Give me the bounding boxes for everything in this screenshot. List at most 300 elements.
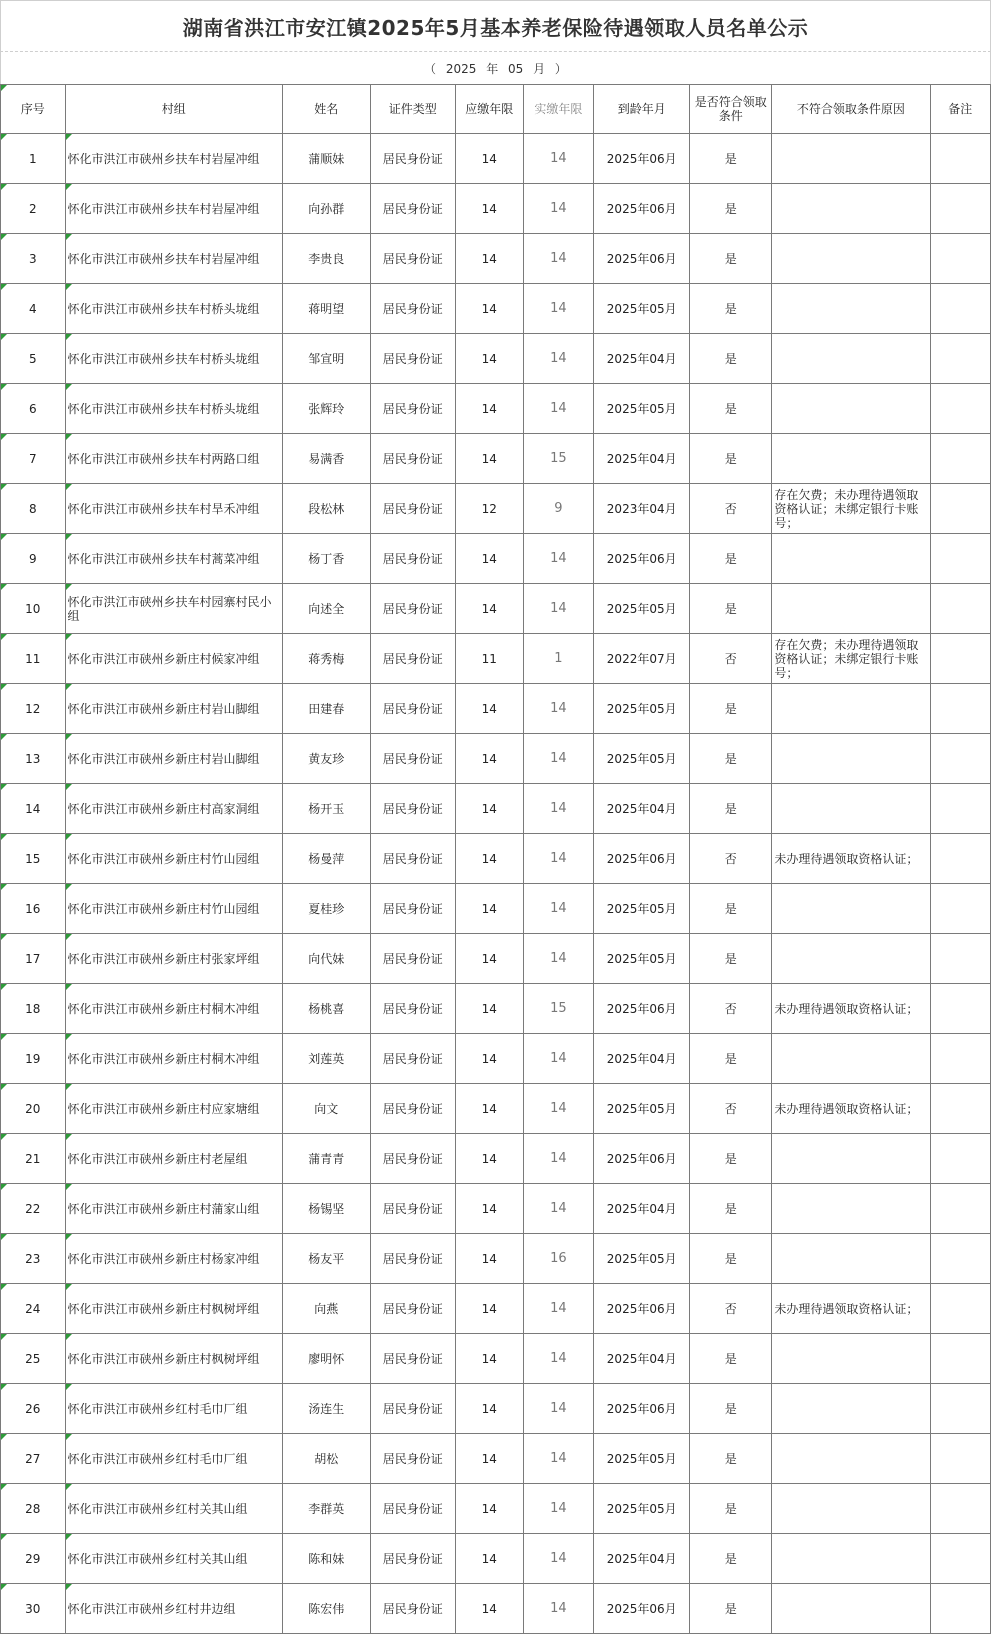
row-index: 11 bbox=[1, 634, 66, 684]
row-required-years: 14 bbox=[455, 734, 523, 784]
table-row bbox=[1, 1134, 991, 1184]
row-index: 14 bbox=[1, 784, 66, 834]
row-paid-years: 1 bbox=[523, 634, 594, 684]
row-age-date: 2025年05月 bbox=[594, 884, 690, 934]
row-name: 易满香 bbox=[283, 434, 370, 484]
row-reason bbox=[772, 1384, 930, 1434]
row-name: 刘莲英 bbox=[283, 1034, 370, 1084]
row-name: 蒋明望 bbox=[283, 284, 370, 334]
row-age-date: 2023年04月 bbox=[594, 484, 690, 534]
row-index: 25 bbox=[1, 1334, 66, 1384]
row-village: 怀化市洪江市硖州乡新庄村杨家冲组 bbox=[65, 1234, 283, 1284]
table-row bbox=[1, 484, 991, 534]
row-note bbox=[930, 734, 990, 784]
table-row bbox=[1, 934, 991, 984]
row-age-date: 2025年05月 bbox=[594, 284, 690, 334]
row-eligible: 否 bbox=[690, 634, 772, 684]
table-row bbox=[1, 1284, 991, 1334]
row-note bbox=[930, 634, 990, 684]
row-required-years: 14 bbox=[455, 334, 523, 384]
row-note bbox=[930, 134, 990, 184]
row-age-date: 2025年06月 bbox=[594, 1384, 690, 1434]
row-id-type: 居民身份证 bbox=[370, 1284, 455, 1334]
page-title: 湖南省洪江市安江镇2025年5月基本养老保险待遇领取人员名单公示 bbox=[182, 15, 809, 40]
title-row bbox=[0, 0, 991, 52]
row-id-type: 居民身份证 bbox=[370, 484, 455, 534]
row-eligible: 是 bbox=[690, 384, 772, 434]
row-id-type: 居民身份证 bbox=[370, 334, 455, 384]
row-name: 杨锡坚 bbox=[283, 1184, 370, 1234]
table-row bbox=[1, 434, 991, 484]
row-required-years: 14 bbox=[455, 1384, 523, 1434]
row-index: 4 bbox=[1, 284, 66, 334]
row-index: 12 bbox=[1, 684, 66, 734]
row-required-years: 14 bbox=[455, 434, 523, 484]
row-required-years: 14 bbox=[455, 834, 523, 884]
row-eligible: 是 bbox=[690, 734, 772, 784]
table-row bbox=[1, 684, 991, 734]
row-village: 怀化市洪江市硖州乡新庄村枫树坪组 bbox=[65, 1284, 283, 1334]
row-id-type: 居民身份证 bbox=[370, 834, 455, 884]
row-id-type: 居民身份证 bbox=[370, 184, 455, 234]
row-age-date: 2025年05月 bbox=[594, 1434, 690, 1484]
row-eligible: 是 bbox=[690, 584, 772, 634]
row-eligible: 是 bbox=[690, 334, 772, 384]
row-age-date: 2025年06月 bbox=[594, 184, 690, 234]
row-village: 怀化市洪江市硖州乡红村毛巾厂组 bbox=[65, 1384, 283, 1434]
row-reason: 未办理待遇领取资格认证； bbox=[772, 834, 930, 884]
row-id-type: 居民身份证 bbox=[370, 134, 455, 184]
row-required-years: 14 bbox=[455, 1534, 523, 1584]
row-note bbox=[930, 1084, 990, 1134]
table-row bbox=[1, 334, 991, 384]
row-village: 怀化市洪江市硖州乡扶车村桥头垅组 bbox=[65, 284, 283, 334]
row-age-date: 2025年05月 bbox=[594, 734, 690, 784]
row-name: 向燕 bbox=[283, 1284, 370, 1334]
row-name: 向文 bbox=[283, 1084, 370, 1134]
row-village: 怀化市洪江市硖州乡新庄村桐木冲组 bbox=[65, 1034, 283, 1084]
table-row bbox=[1, 1084, 991, 1134]
row-paid-years: 14 bbox=[523, 834, 594, 884]
row-name: 廖明怀 bbox=[283, 1334, 370, 1384]
row-paid-years: 14 bbox=[523, 534, 594, 584]
row-reason bbox=[772, 684, 930, 734]
table-row bbox=[1, 234, 991, 284]
row-required-years: 14 bbox=[455, 1134, 523, 1184]
row-reason bbox=[772, 184, 930, 234]
row-note bbox=[930, 284, 990, 334]
row-reason bbox=[772, 584, 930, 634]
row-note bbox=[930, 1184, 990, 1234]
row-paid-years: 16 bbox=[523, 1234, 594, 1284]
row-name: 向述全 bbox=[283, 584, 370, 634]
row-eligible: 是 bbox=[690, 184, 772, 234]
row-note bbox=[930, 1584, 990, 1634]
row-index: 22 bbox=[1, 1184, 66, 1234]
row-eligible: 是 bbox=[690, 234, 772, 284]
row-age-date: 2025年05月 bbox=[594, 934, 690, 984]
row-paid-years: 14 bbox=[523, 784, 594, 834]
row-reason bbox=[772, 1484, 930, 1534]
row-reason: 存在欠费；未办理待遇领取资格认证；未绑定银行卡账号； bbox=[772, 634, 930, 684]
row-note bbox=[930, 884, 990, 934]
row-name: 杨丁香 bbox=[283, 534, 370, 584]
row-name: 蒲青青 bbox=[283, 1134, 370, 1184]
row-note bbox=[930, 1334, 990, 1384]
row-required-years: 14 bbox=[455, 584, 523, 634]
row-name: 杨友平 bbox=[283, 1234, 370, 1284]
table-row bbox=[1, 634, 991, 684]
row-id-type: 居民身份证 bbox=[370, 1134, 455, 1184]
row-id-type: 居民身份证 bbox=[370, 684, 455, 734]
row-village: 怀化市洪江市硖州乡扶车村两路口组 bbox=[65, 434, 283, 484]
row-id-type: 居民身份证 bbox=[370, 434, 455, 484]
row-id-type: 居民身份证 bbox=[370, 784, 455, 834]
row-note bbox=[930, 484, 990, 534]
row-name: 杨曼萍 bbox=[283, 834, 370, 884]
table-row bbox=[1, 1384, 991, 1434]
row-reason bbox=[772, 1334, 930, 1384]
row-note bbox=[930, 784, 990, 834]
row-index: 20 bbox=[1, 1084, 66, 1134]
row-reason bbox=[772, 1184, 930, 1234]
table-row bbox=[1, 1184, 991, 1234]
row-note bbox=[930, 1484, 990, 1534]
row-index: 1 bbox=[1, 134, 66, 184]
row-age-date: 2025年04月 bbox=[594, 434, 690, 484]
recipient-table bbox=[0, 84, 991, 1634]
row-paid-years: 15 bbox=[523, 984, 594, 1034]
row-reason bbox=[772, 534, 930, 584]
row-reason bbox=[772, 884, 930, 934]
row-note bbox=[930, 934, 990, 984]
header-reason: 不符合领取条件原因 bbox=[772, 85, 930, 134]
table-row bbox=[1, 284, 991, 334]
row-name: 向孙群 bbox=[283, 184, 370, 234]
row-age-date: 2025年04月 bbox=[594, 1534, 690, 1584]
row-age-date: 2025年05月 bbox=[594, 584, 690, 634]
row-note bbox=[930, 1234, 990, 1284]
row-paid-years: 14 bbox=[523, 184, 594, 234]
header-id-type: 证件类型 bbox=[370, 85, 455, 134]
row-index: 6 bbox=[1, 384, 66, 434]
row-age-date: 2025年06月 bbox=[594, 1284, 690, 1334]
row-age-date: 2022年07月 bbox=[594, 634, 690, 684]
row-note bbox=[930, 384, 990, 434]
row-village: 怀化市洪江市硖州乡扶车村桥头垅组 bbox=[65, 334, 283, 384]
table-row bbox=[1, 734, 991, 784]
row-id-type: 居民身份证 bbox=[370, 1484, 455, 1534]
row-village: 怀化市洪江市硖州乡扶车村岩屋冲组 bbox=[65, 134, 283, 184]
row-village: 怀化市洪江市硖州乡新庄村候家冲组 bbox=[65, 634, 283, 684]
row-reason bbox=[772, 434, 930, 484]
table-row bbox=[1, 834, 991, 884]
row-index: 19 bbox=[1, 1034, 66, 1084]
row-reason bbox=[772, 1584, 930, 1634]
row-eligible: 否 bbox=[690, 1284, 772, 1334]
header-required-years: 应缴年限 bbox=[455, 85, 523, 134]
table-row bbox=[1, 784, 991, 834]
header-age-date: 到龄年月 bbox=[594, 85, 690, 134]
row-required-years: 14 bbox=[455, 1184, 523, 1234]
row-eligible: 是 bbox=[690, 134, 772, 184]
row-eligible: 是 bbox=[690, 1034, 772, 1084]
row-age-date: 2025年06月 bbox=[594, 834, 690, 884]
row-eligible: 否 bbox=[690, 484, 772, 534]
row-paid-years: 14 bbox=[523, 284, 594, 334]
row-note bbox=[930, 1434, 990, 1484]
row-paid-years: 14 bbox=[523, 334, 594, 384]
row-note bbox=[930, 234, 990, 284]
row-paid-years: 14 bbox=[523, 1434, 594, 1484]
row-village: 怀化市洪江市硖州乡新庄村枫树坪组 bbox=[65, 1334, 283, 1384]
row-age-date: 2025年06月 bbox=[594, 984, 690, 1034]
row-age-date: 2025年05月 bbox=[594, 1084, 690, 1134]
row-age-date: 2025年04月 bbox=[594, 1334, 690, 1384]
row-village: 怀化市洪江市硖州乡红村关其山组 bbox=[65, 1534, 283, 1584]
row-paid-years: 14 bbox=[523, 1384, 594, 1434]
row-required-years: 14 bbox=[455, 1334, 523, 1384]
row-note bbox=[930, 584, 990, 634]
row-index: 10 bbox=[1, 584, 66, 634]
row-paid-years: 14 bbox=[523, 1184, 594, 1234]
row-note bbox=[930, 434, 990, 484]
row-age-date: 2025年04月 bbox=[594, 1034, 690, 1084]
row-age-date: 2025年06月 bbox=[594, 1584, 690, 1634]
row-village: 怀化市洪江市硖州乡新庄村老屋组 bbox=[65, 1134, 283, 1184]
row-required-years: 14 bbox=[455, 1234, 523, 1284]
row-index: 2 bbox=[1, 184, 66, 234]
header-name: 姓名 bbox=[283, 85, 370, 134]
row-name: 蒲顺妹 bbox=[283, 134, 370, 184]
row-age-date: 2025年04月 bbox=[594, 334, 690, 384]
row-required-years: 14 bbox=[455, 1484, 523, 1534]
row-reason: 未办理待遇领取资格认证； bbox=[772, 1084, 930, 1134]
row-required-years: 14 bbox=[455, 684, 523, 734]
table-header-row bbox=[1, 85, 991, 134]
row-id-type: 居民身份证 bbox=[370, 1234, 455, 1284]
row-age-date: 2025年04月 bbox=[594, 1184, 690, 1234]
row-eligible: 是 bbox=[690, 1384, 772, 1434]
row-note bbox=[930, 1134, 990, 1184]
row-name: 张辉玲 bbox=[283, 384, 370, 434]
row-required-years: 14 bbox=[455, 1084, 523, 1134]
row-eligible: 否 bbox=[690, 984, 772, 1034]
row-village: 怀化市洪江市硖州乡红村关其山组 bbox=[65, 1484, 283, 1534]
table-row bbox=[1, 884, 991, 934]
row-note bbox=[930, 534, 990, 584]
row-id-type: 居民身份证 bbox=[370, 1034, 455, 1084]
row-age-date: 2025年06月 bbox=[594, 234, 690, 284]
row-paid-years: 14 bbox=[523, 1484, 594, 1534]
row-index: 16 bbox=[1, 884, 66, 934]
row-eligible: 是 bbox=[690, 1334, 772, 1384]
table-row bbox=[1, 1434, 991, 1484]
row-eligible: 是 bbox=[690, 284, 772, 334]
row-required-years: 14 bbox=[455, 1434, 523, 1484]
row-index: 27 bbox=[1, 1434, 66, 1484]
row-name: 向代妹 bbox=[283, 934, 370, 984]
row-eligible: 是 bbox=[690, 784, 772, 834]
row-eligible: 是 bbox=[690, 434, 772, 484]
row-index: 30 bbox=[1, 1584, 66, 1634]
row-index: 17 bbox=[1, 934, 66, 984]
row-required-years: 14 bbox=[455, 1584, 523, 1634]
row-note bbox=[930, 1284, 990, 1334]
table-body bbox=[1, 134, 991, 1634]
row-paid-years: 14 bbox=[523, 734, 594, 784]
row-paid-years: 14 bbox=[523, 684, 594, 734]
row-age-date: 2025年06月 bbox=[594, 534, 690, 584]
table-row bbox=[1, 1334, 991, 1384]
row-index: 24 bbox=[1, 1284, 66, 1334]
row-id-type: 居民身份证 bbox=[370, 1184, 455, 1234]
row-required-years: 14 bbox=[455, 134, 523, 184]
row-id-type: 居民身份证 bbox=[370, 984, 455, 1034]
row-reason: 未办理待遇领取资格认证； bbox=[772, 984, 930, 1034]
row-paid-years: 14 bbox=[523, 1534, 594, 1584]
page-subtitle: （ 2025 年 05 月 ） bbox=[424, 61, 567, 76]
row-reason bbox=[772, 334, 930, 384]
row-note bbox=[930, 1534, 990, 1584]
row-index: 23 bbox=[1, 1234, 66, 1284]
row-village: 怀化市洪江市硖州乡扶车村桥头垅组 bbox=[65, 384, 283, 434]
row-village: 怀化市洪江市硖州乡新庄村应家塘组 bbox=[65, 1084, 283, 1134]
row-id-type: 居民身份证 bbox=[370, 1584, 455, 1634]
row-reason bbox=[772, 1234, 930, 1284]
row-age-date: 2025年05月 bbox=[594, 1484, 690, 1534]
row-name: 杨桃喜 bbox=[283, 984, 370, 1034]
header-note: 备注 bbox=[930, 85, 990, 134]
row-age-date: 2025年06月 bbox=[594, 1134, 690, 1184]
table-row bbox=[1, 1484, 991, 1534]
row-paid-years: 14 bbox=[523, 1334, 594, 1384]
row-id-type: 居民身份证 bbox=[370, 384, 455, 434]
row-index: 28 bbox=[1, 1484, 66, 1534]
table-row bbox=[1, 534, 991, 584]
row-eligible: 否 bbox=[690, 834, 772, 884]
header-paid-years: 实缴年限 bbox=[523, 85, 594, 134]
row-name: 田建春 bbox=[283, 684, 370, 734]
row-eligible: 否 bbox=[690, 1084, 772, 1134]
row-paid-years: 14 bbox=[523, 1284, 594, 1334]
row-eligible: 是 bbox=[690, 1584, 772, 1634]
row-eligible: 是 bbox=[690, 1134, 772, 1184]
row-id-type: 居民身份证 bbox=[370, 1334, 455, 1384]
row-id-type: 居民身份证 bbox=[370, 734, 455, 784]
row-note bbox=[930, 684, 990, 734]
row-age-date: 2025年06月 bbox=[594, 134, 690, 184]
row-index: 15 bbox=[1, 834, 66, 884]
row-reason bbox=[772, 384, 930, 434]
row-eligible: 是 bbox=[690, 1434, 772, 1484]
row-reason bbox=[772, 1534, 930, 1584]
row-id-type: 居民身份证 bbox=[370, 1534, 455, 1584]
subtitle-row bbox=[0, 52, 991, 84]
row-paid-years: 14 bbox=[523, 1134, 594, 1184]
row-required-years: 14 bbox=[455, 284, 523, 334]
row-eligible: 是 bbox=[690, 1184, 772, 1234]
row-village: 怀化市洪江市硖州乡新庄村蒲家山组 bbox=[65, 1184, 283, 1234]
row-required-years: 14 bbox=[455, 384, 523, 434]
row-reason bbox=[772, 734, 930, 784]
table-row bbox=[1, 1234, 991, 1284]
row-village: 怀化市洪江市硖州乡扶车村岩屋冲组 bbox=[65, 234, 283, 284]
row-age-date: 2025年05月 bbox=[594, 684, 690, 734]
row-eligible: 是 bbox=[690, 1484, 772, 1534]
row-required-years: 14 bbox=[455, 534, 523, 584]
row-id-type: 居民身份证 bbox=[370, 584, 455, 634]
row-index: 5 bbox=[1, 334, 66, 384]
row-required-years: 14 bbox=[455, 984, 523, 1034]
row-name: 蒋秀梅 bbox=[283, 634, 370, 684]
row-required-years: 11 bbox=[455, 634, 523, 684]
row-required-years: 14 bbox=[455, 934, 523, 984]
row-village: 怀化市洪江市硖州乡扶车村园寨村民小组 bbox=[65, 584, 283, 634]
row-reason bbox=[772, 134, 930, 184]
row-note bbox=[930, 1034, 990, 1084]
row-reason bbox=[772, 1034, 930, 1084]
row-index: 18 bbox=[1, 984, 66, 1034]
row-name: 黄友珍 bbox=[283, 734, 370, 784]
row-name: 段松林 bbox=[283, 484, 370, 534]
row-paid-years: 14 bbox=[523, 934, 594, 984]
row-id-type: 居民身份证 bbox=[370, 934, 455, 984]
row-eligible: 是 bbox=[690, 934, 772, 984]
row-paid-years: 14 bbox=[523, 1084, 594, 1134]
row-age-date: 2025年05月 bbox=[594, 1234, 690, 1284]
row-note bbox=[930, 184, 990, 234]
row-name: 杨开玉 bbox=[283, 784, 370, 834]
row-reason bbox=[772, 1134, 930, 1184]
row-id-type: 居民身份证 bbox=[370, 634, 455, 684]
row-id-type: 居民身份证 bbox=[370, 284, 455, 334]
row-eligible: 是 bbox=[690, 884, 772, 934]
row-name: 胡松 bbox=[283, 1434, 370, 1484]
row-village: 怀化市洪江市硖州乡红村毛巾厂组 bbox=[65, 1434, 283, 1484]
row-name: 汤连生 bbox=[283, 1384, 370, 1434]
row-paid-years: 14 bbox=[523, 1034, 594, 1084]
row-age-date: 2025年04月 bbox=[594, 784, 690, 834]
row-required-years: 14 bbox=[455, 884, 523, 934]
row-paid-years: 9 bbox=[523, 484, 594, 534]
row-index: 26 bbox=[1, 1384, 66, 1434]
table-row bbox=[1, 984, 991, 1034]
row-paid-years: 14 bbox=[523, 384, 594, 434]
row-paid-years: 14 bbox=[523, 134, 594, 184]
row-note bbox=[930, 984, 990, 1034]
row-village: 怀化市洪江市硖州乡扶车村蒿菜冲组 bbox=[65, 534, 283, 584]
row-eligible: 是 bbox=[690, 1534, 772, 1584]
row-required-years: 14 bbox=[455, 784, 523, 834]
row-id-type: 居民身份证 bbox=[370, 1084, 455, 1134]
row-index: 7 bbox=[1, 434, 66, 484]
row-note bbox=[930, 834, 990, 884]
row-reason bbox=[772, 284, 930, 334]
row-index: 13 bbox=[1, 734, 66, 784]
table-row bbox=[1, 184, 991, 234]
row-id-type: 居民身份证 bbox=[370, 884, 455, 934]
row-required-years: 14 bbox=[455, 184, 523, 234]
row-index: 3 bbox=[1, 234, 66, 284]
row-village: 怀化市洪江市硖州乡新庄村岩山脚组 bbox=[65, 684, 283, 734]
row-required-years: 14 bbox=[455, 234, 523, 284]
row-village: 怀化市洪江市硖州乡新庄村张家坪组 bbox=[65, 934, 283, 984]
row-name: 李群英 bbox=[283, 1484, 370, 1534]
row-village: 怀化市洪江市硖州乡新庄村岩山脚组 bbox=[65, 734, 283, 784]
row-age-date: 2025年05月 bbox=[594, 384, 690, 434]
row-reason: 存在欠费；未办理待遇领取资格认证；未绑定银行卡账号； bbox=[772, 484, 930, 534]
